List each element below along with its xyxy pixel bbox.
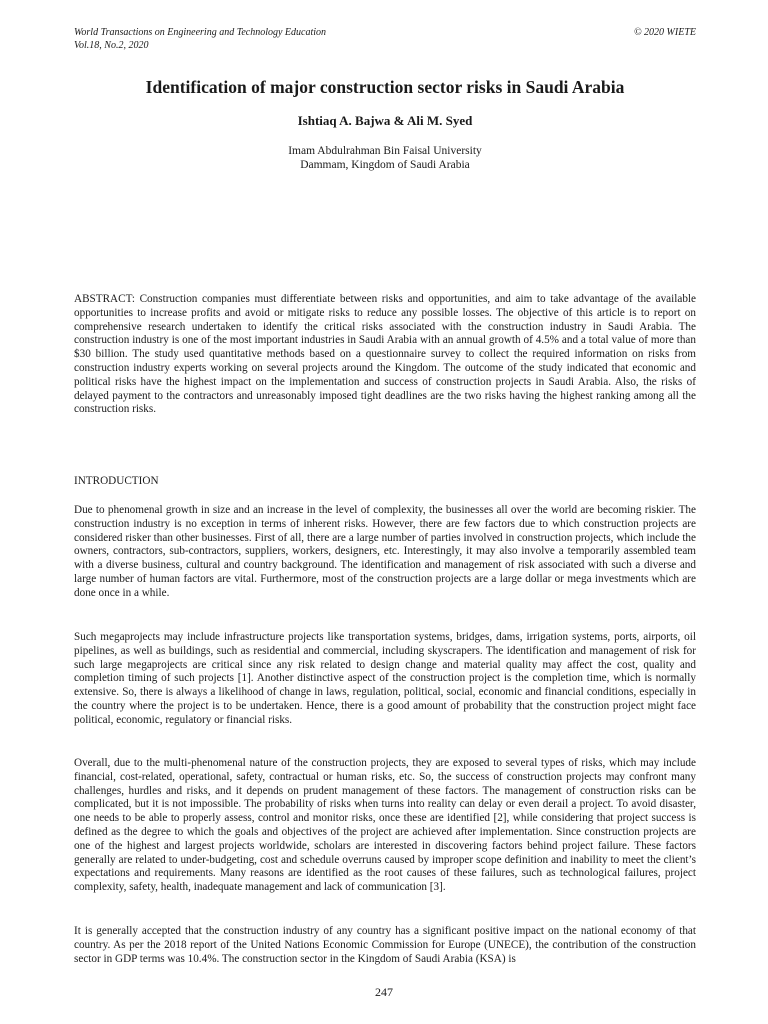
copyright-notice: © 2020 WIETE (633, 27, 696, 38)
paper-title: Identification of major construction sector risks in Saudi Arabia (145, 77, 625, 97)
paper-authors: Ishtiaq A. Bajwa & Ali M. Syed (297, 113, 473, 128)
journal-volume: Vol.18, No.2, 2020 (74, 40, 149, 51)
affiliation-institution: Imam Abdulrahman Bin Faisal University (288, 145, 482, 157)
abstract-paragraph: ABSTRACT: Construction companies must differentiate between risks and opportunities, and aim to take advantage of the available opportunities to increase profits and avoid or mitigate risks to reduce any possible losses. The objective of this article is to report on comprehensive research undertaken to identify the critical risks associated with the construction industry in Saudi Arabia. The construction industry is one of the most important industries in Saudi Arabia with an annual growth of 4.5% and a total value of more than $30 billion. The study used quantitative methods based on a questionnaire survey to collect the required information on risks from construction industry experts working on several projects around the Kingdom. The outcome of the study indicated that economic and political risks have the highest impact on the implementation and success of construction projects in Saudi Arabia. Also, the risks of delayed payment to the contractors and unreasonably imposed tight deadlines are the two risks having the highest ranking among all the construction risks. (74, 293, 696, 416)
body-paragraph: Such megaprojects may include infrastructure projects like transportation systems, bridges, dams, irrigation systems, ports, airports, oil pipelines, as well as buildings, such as residential and commercial, including skyscrapers. The identification and management of risk for such large megaprojects are critical since any risk related to design change and material quality may affect the cost, quality and completion timing of such projects [1]. Another distinctive aspect of the construction project is the completion time, which is normally extensive. So, there is always a likelihood of change in laws, regulation, political, social, economic and financial conditions, especially in the country where the project is to be undertaken. Hence, there is a good amount of probability that the construction project might face political, economic, regulatory or financial risks. (74, 631, 696, 726)
section-heading-introduction: INTRODUCTION (74, 475, 159, 487)
body-paragraph: It is generally accepted that the construction industry of any country has a significant positive impact on the national economy of that country. As per the 2018 report of the United Nations Economic Commission for Europe (UNECE), the contribution of the construction sector in GDP terms was 10.4%. The construction sector in the Kingdom of Saudi Arabia (KSA) is (74, 925, 696, 965)
affiliation-location: Dammam, Kingdom of Saudi Arabia (300, 158, 470, 171)
body-paragraph: Overall, due to the multi-phenomenal nature of the construction projects, they are exposed to several types of risks, which may include financial, cost-related, operational, safety, contractual or human risks, etc. So, the success of construction projects may confront many challenges, hurdles and risks, and it depends on prudent management of these factors. The management of construction risks can be complicated, but it is not impossible. The probability of risks when turns into reality can delay or even derail a project. To avoid disaster, one needs to be able to properly assess, control and monitor risks, once these are identified [2], while considering that project success is defined as the degree to which the goals and objectives of the project are achieved after implementation. Since construction projects are one of the highest and largest projects worldwide, scholars are interested in discovering factors behind project failure. These factors generally are related to under-budgeting, cost and schedule overruns caused by improper scope definition and inability to meet the client’s expectations and requirements. Many reasons are identified as the root causes of these failures, such as technological failures, project complexity, safety, health, inadequate management and lack of communication [3]. (74, 757, 696, 894)
author-affiliation (74, 145, 696, 172)
body-paragraph: Due to phenomenal growth in size and an increase in the level of complexity, the businesses all over the world are becoming riskier. The construction industry is no exception in terms of inherent risks. However, there are few factors due to which construction projects are considered risker than other businesses. First of all, there are a large number of parties involved in construction projects, which include the owners, contractors, sub-contractors, suppliers, workers, designers, etc. Interestingly, it may also involve a temporarily assembled team with a diverse business, cultural and country background. The identification and management of risk associated with such a diverse and large number of human factors are vital. Furthermore, most of the construction projects are a large dollar or mega investments which are done once in a while. (74, 504, 696, 599)
journal-name: World Transactions on Engineering and Technology Education (74, 27, 327, 38)
page-number: 247 (375, 985, 393, 999)
